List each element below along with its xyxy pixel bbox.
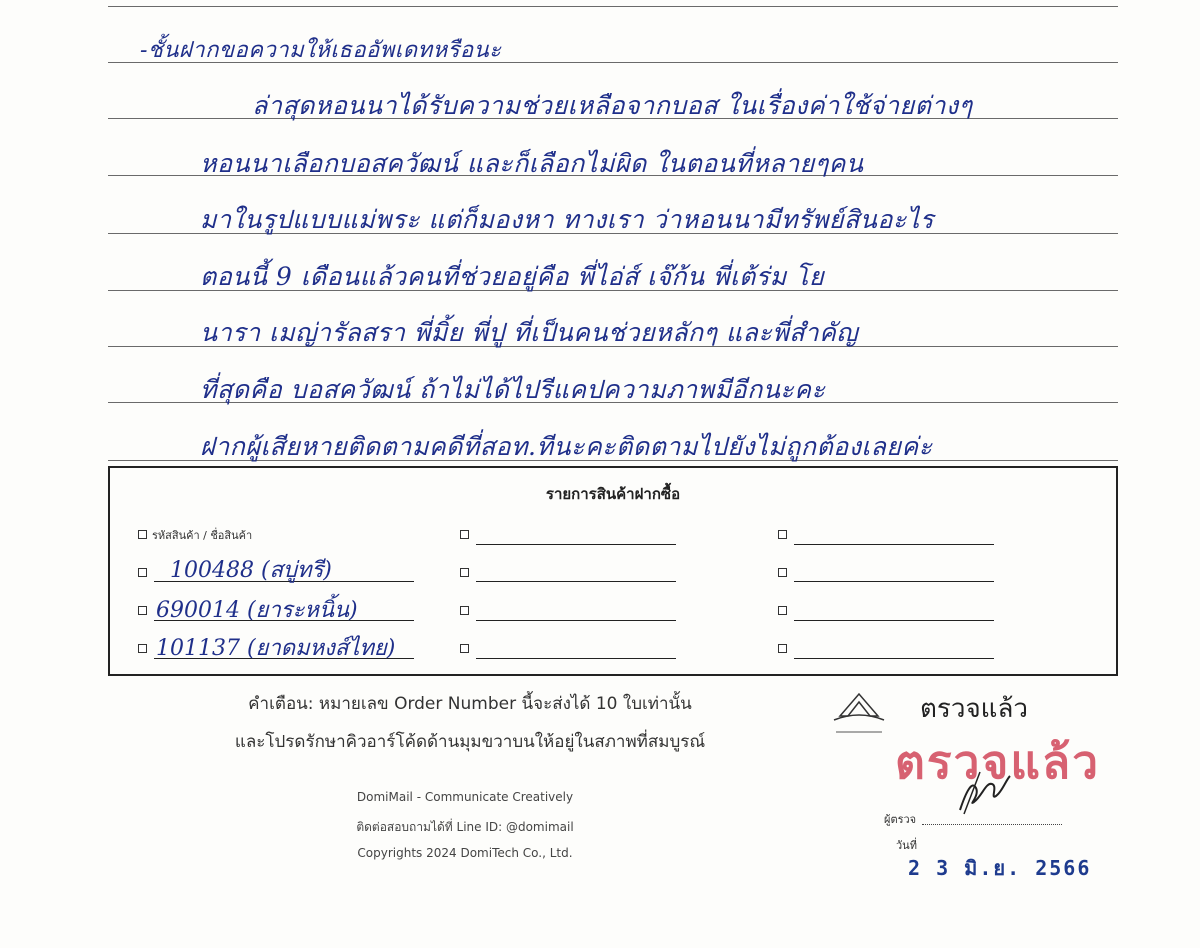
letter-line-1: -ชั้นฝากขอความให้เธออัพเดทหรือนะ [140,38,502,63]
item-line [476,658,676,659]
checkbox[interactable] [138,568,147,577]
checked-title: ตรวจแล้ว [920,694,1028,724]
contact-line: ติดต่อสอบถามได้ที่ Line ID: @domimail [356,820,574,834]
inspector-line [922,824,1062,825]
stamp-logo-icon [830,688,888,738]
order-items-box [108,466,1118,676]
checkbox[interactable] [138,530,147,539]
checkbox[interactable] [138,606,147,615]
item-line [476,581,676,582]
date-stamp: 2 3 มิ.ย. 2566 [908,856,1092,880]
item-line [794,544,994,545]
rule-line [108,6,1118,7]
checkbox[interactable] [460,530,469,539]
checked-stamp: ตรวจแล้ว [895,735,1101,789]
letter-line-3: หอนนาเลือกบอสควัฒน์ และก็เลือกไม่ผิด ในตอนที่หลายๆคน [200,149,864,178]
signature [950,762,1020,822]
inspector-label: ผู้ตรวจ [884,813,917,826]
item-line [794,620,994,621]
letter-line-5: ตอนนี้ 9 เดือนแล้วคนที่ช่วยอยู่คือ พี่ไอ่ส์ เจ๊ก้น พี่เต้ร่ม โย [200,262,825,291]
letter-line-2: ล่าสุดหอนนาได้รับความช่วยเหลือจากบอส ในเรื่องค่าใช้จ่ายต่างๆ [252,91,973,120]
checkbox[interactable] [778,530,787,539]
checkbox[interactable] [778,606,787,615]
checkbox[interactable] [778,568,787,577]
company-line: DomiMail - Communicate Creatively [356,790,574,804]
item-line [476,544,676,545]
item-3: 101137 (ยาดมหงส์ไทย) [156,636,396,661]
copyright-line: Copyrights 2024 DomiTech Co., Ltd. [357,846,573,860]
item-line [794,658,994,659]
letter-line-8: ฝากผู้เสียหายติดตามคดีที่สอท.ทีนะคะติดตามไปยังไม่ถูกต้องเลยค่ะ [200,432,933,461]
date-label: วันที่ [896,839,917,852]
warning-line-1: คำเตือน: หมายเลข Order Number นี้จะส่งได้ 10 ใบเท่านั้น [248,694,692,714]
letter-line-7: ที่สุดคือ บอสควัฒน์ ถ้าไม่ได้ไปรีแคปความภาพมีอีกนะคะ [200,375,826,404]
item-line [476,620,676,621]
order-box-title: รายการสินค้าฝากซื้อ [545,485,681,503]
checkbox[interactable] [778,644,787,653]
item-2: 690014 (ยาระหนิ้น) [156,598,358,623]
item-1: 100488 (สบู่ทรี) [170,558,332,583]
checkbox[interactable] [460,644,469,653]
checkbox[interactable] [460,568,469,577]
checkbox[interactable] [138,644,147,653]
checkbox[interactable] [460,606,469,615]
letter-line-6: นารา เมญ่ารัลสรา พี่มิ้ย พี่ปู ที่เป็นคนช่วยหลักๆ และพี่สำคัญ [200,318,859,347]
item-header-label: รหัสสินค้า / ชื่อสินค้า [152,529,253,542]
letter-line-4: มาในรูปแบบแม่พระ แต่ก็มองหา ทางเรา ว่าหอนนามีทรัพย์สินอะไร [200,205,934,234]
item-line [794,581,994,582]
warning-line-2: และโปรดรักษาคิวอาร์โค้ดด้านมุมขวาบนให้อยู่ในสภาพที่สมบูรณ์ [234,732,706,752]
